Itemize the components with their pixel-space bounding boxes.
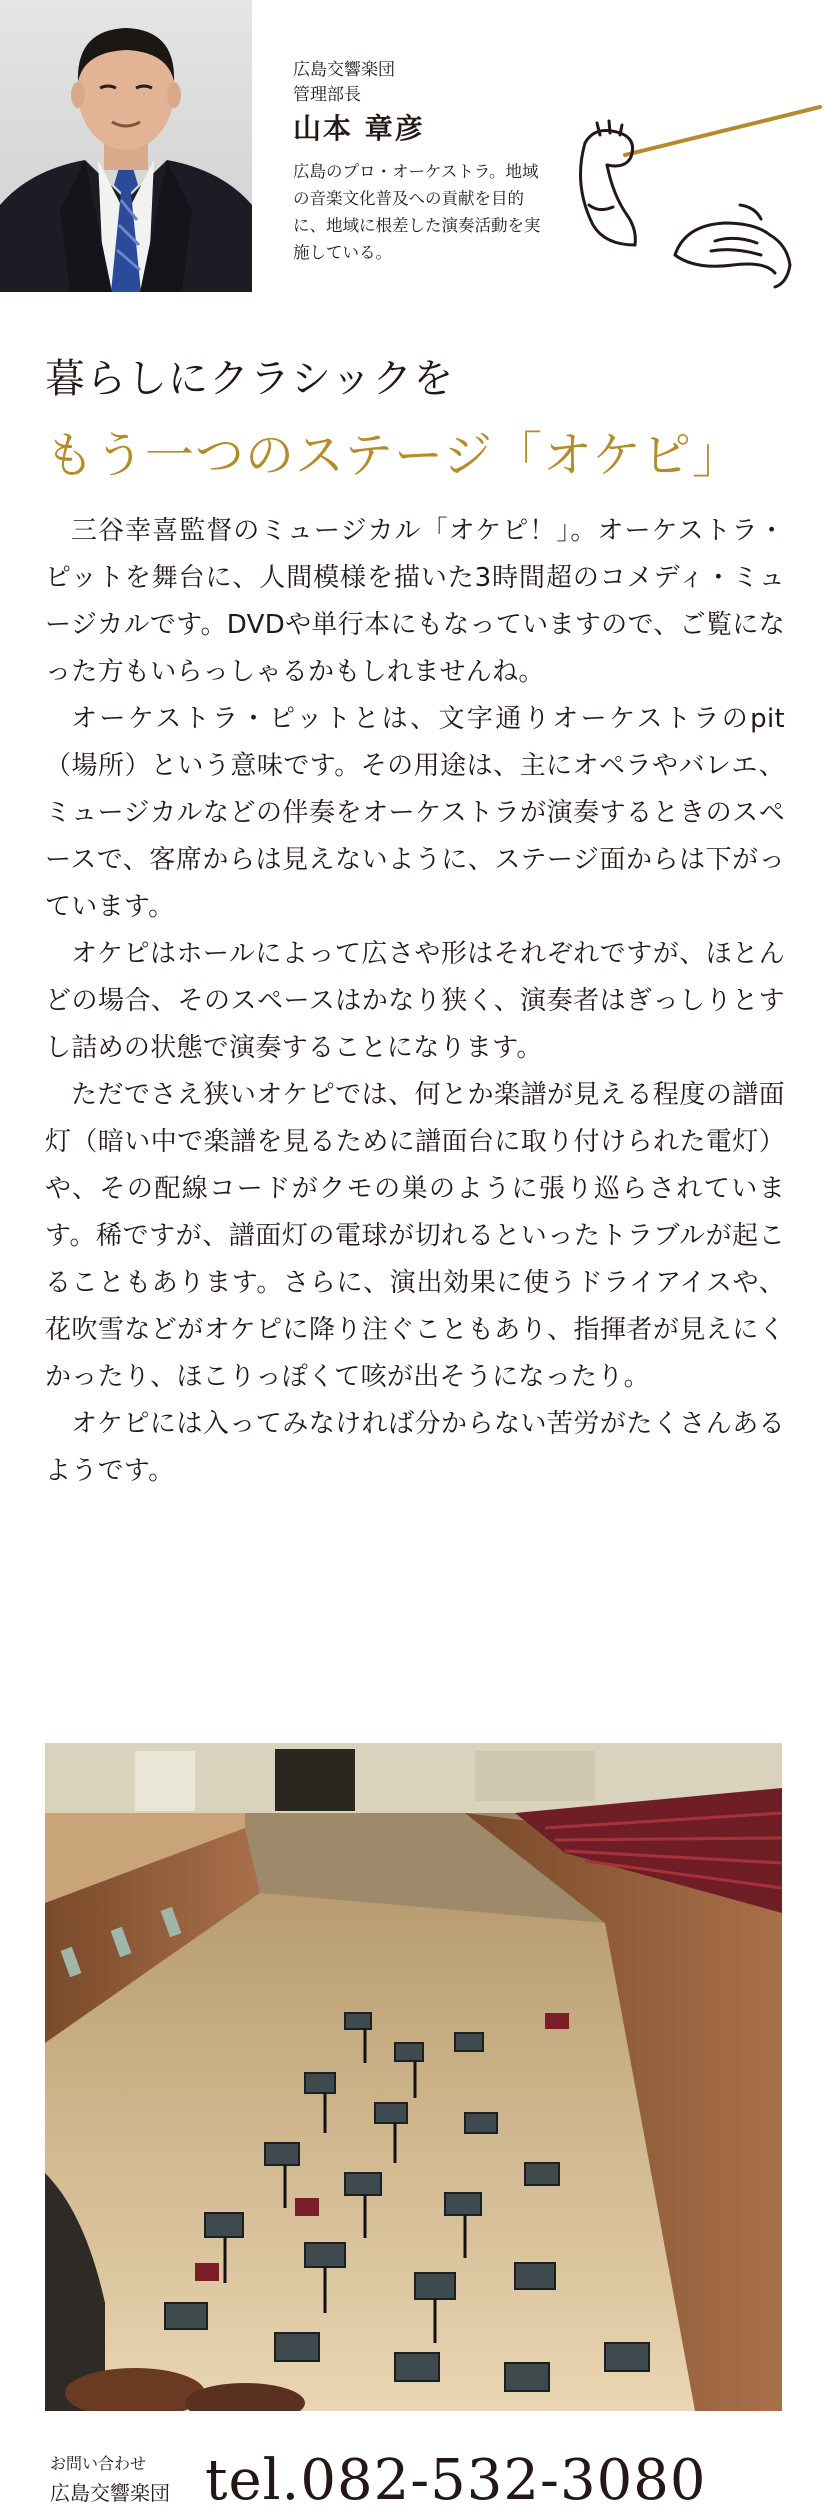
profile-name: 山本 章彦 bbox=[293, 112, 425, 145]
profile-organization: 広島交響楽団 bbox=[293, 60, 395, 80]
article-paragraph: オーケストラ・ピットとは、文字通りオーケストラのpit（場所）という意味です。その用途は、主にオペラやバレエ、ミュージカルなどの伴奏をオーケストラが演奏するときのスペースで、客席からは見えないように、ステージ面からは下がっています。 bbox=[45, 704, 785, 922]
profile-bio: 広島のプロ・オーケストラ。地域の音楽文化普及への貢献を目的に、地域に根差した演奏活動を実施している。 bbox=[293, 162, 541, 262]
article-paragraph: オケピには入ってみなければ分からない苦労がたくさんあるようです。 bbox=[45, 1409, 785, 1486]
profile-block bbox=[293, 58, 548, 266]
article-heading: 暮らしにクラシックを bbox=[45, 356, 455, 402]
article-paragraph: オケピはホールによって広さや形はそれぞれですが、ほとんどの場合、そのスペースはかなり狭く、演奏者はぎっしりとすし詰めの状態で演奏することになります。 bbox=[45, 939, 785, 1063]
contact-label: お問い合わせ bbox=[50, 2454, 147, 2473]
portrait-photo bbox=[0, 0, 252, 292]
contact-organization: 広島交響楽団 bbox=[50, 2481, 170, 2505]
phone-number[interactable]: tel.082-532-3080 bbox=[205, 2448, 707, 2513]
profile-role: 管理部長 bbox=[293, 85, 361, 105]
article-subheading: もう一つのステージ「オケピ」 bbox=[45, 427, 743, 484]
article-body bbox=[45, 508, 785, 1495]
article-paragraph: ただでさえ狭いオケピでは、何とか楽譜が見える程度の譜面灯（暗い中で楽譜を見るために譜面台に取り付けられた電灯）や、その配線コードがクモの巣のように張り巡らされています。稀ですが、譜面灯の電球が切れるといったトラブルが起こることもあります。さらに、演出効果に使うドライアイスや、花吹雪などがオケピに降り注ぐこともあり、指揮者が見えにくかったり、ほこりっぽくて咳が出そうになったり。 bbox=[45, 1080, 785, 1392]
contact-footer bbox=[50, 2448, 790, 2513]
orchestra-pit-photo bbox=[45, 1743, 782, 2411]
conductor-illustration bbox=[565, 95, 823, 305]
article-paragraph: 三谷幸喜監督のミュージカル「オケピ！」。オーケストラ・ピットを舞台に、人間模様を描いた3時間超のコメディ・ミュージカルです。DVDや単行本にもなっていますので、ご覧になった方もいらっしゃるかもしれませんね。 bbox=[45, 516, 785, 687]
